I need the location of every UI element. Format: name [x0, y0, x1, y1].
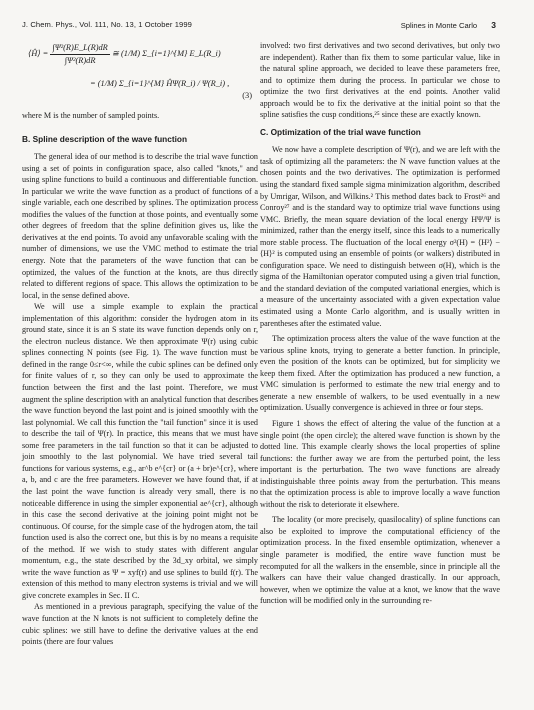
equation-denominator: ∫Ψ²(R)dR	[64, 55, 96, 65]
equation-number: (3)	[242, 91, 252, 100]
paragraph: We now have a complete description of Ψ(r), and we are left with the task of optimizing all the parameters: the N wave function values at the chosen points and the two derivatives. The optimization is performed using the standard fixed sample sigma minimization algorithm, described by Umrigar, Wilson, and Wilkins.² This method dates back to Frost²⁶ and Conroy²⁷ and is the standard way to optimize trial wave functions using VMC. Briefly, the mean square deviation of the local energy HΨ/Ψ is minimized, rather than the energy itself, since this leads to a numerically more stable process. The fluctuation of the local energy σ²(H) = ⟨H²⟩ − ⟨H⟩² is computed using an ensemble of points (or walkers) distributed in configuration space. We need to distinguish between σ(H), which is the sigma of the Hamiltonian operator computed using a given trial function, and the standard deviation of the computed variational energies, which is a measure of the uncertainty associated with a given expectation value estimated using a Monte Carlo algorithm, and is usually written in parentheses after the estimated value.	[260, 145, 500, 328]
paragraph: involved: two first derivatives and two second derivatives, but only two are independent). Rather than fix them to some particular value, like in the natural spline approach, we decided to leave these parameters free, and to optimize them during the process. In particular we chose to optimize the two first derivatives at the end points. Another valid approach would be to fix the derivative at the initial point so that the spline satisfies the cusp conditions,²⁵ since these are exactly known.	[260, 41, 500, 120]
paragraph: The general idea of our method is to describe the trial wave function using a set of points in configuration space, also called "knots," and using spline functions to build a continuous and differentiable function. In particular we write the wave function as a product of functions of a single variable, each one described by splines. The optimization process modifies the values of the function at those points, and eventually some other degrees of freedom that the spline definition gives us, like the derivatives at the end points. To avoid any unfavorable scaling with the number of dimensions, we use the VMC method to estimate the trial energy. Note that the parameters of the wave function that can be optimized, the values of the function at the knots, are thus directly related to different regions of space. This allows the optimization to be local, in the sense defined above.	[22, 152, 258, 300]
page-number: 3	[491, 20, 496, 30]
paragraph: The locality (or more precisely, quasilocality) of spline functions can also be exploited to improve the computational efficiency of the optimization process. In the fixed ensemble optimization, whenever a single parameter is modified, the entire wave function must be recomputed for all the walkers in the ensemble, since in principle all the walkers can have their value changed drastically. In our approach, however, when we optimize the value at a knot, we know that the wave function will be modified only in the surrounding re-	[260, 515, 500, 606]
right-column	[260, 40, 500, 607]
left-column	[22, 40, 258, 648]
running-header	[401, 20, 496, 30]
paragraph: As mentioned in a previous paragraph, specifying the value of the wave function at the N knots is not sufficient to completely define the cubic splines: we still have to define the derivative values at the end points (there are four values	[22, 602, 258, 647]
equation-approx: ≅ (1/M) Σ_{i=1}^{M} E_L(R_i)	[111, 48, 221, 58]
paragraph: Figure 1 shows the effect of altering the value of the function at a single point (the open circle); the altered wave function is shown by the dotted line. This example clearly shows the local properties of spline functions: the further away we are from the perturbed point, the less important is the perturbation. The two wave functions are already indistinguishable three points away from the perturbation. This means that the optimization process is able to improve locally a wave function without the risk to deteriorate it elsewhere.	[260, 418, 500, 509]
paragraph: We will use a simple example to explain the practical implementation of this algorithm: consider the hydrogen atom in its ground state, since it is an S state its wave function depends only on r, the electron nucleus distance. We then approximate Ψ(r) using cubic splines connecting N points (see Fig. 1). The wave function must be defined in the range 0≤r<∞, while the cubic splines can be defined only for finite values of r, so they can only be used to approximate the function between the first and the last point. Therefore, we must augment the spline description with an analytical function that describes the wave function beyond the last point and is joined smoothly with the last polynomial. We call this function the "tail function" since it is used to describe the tail of Ψ(r). In practice, this means that we must have some free parameters in the tail function so that it can be adjusted to join smoothly to the last polynomial. We have tried several tail functions for various systems, e.g., ar^b e^{cr} or (a + br)e^{cr}, where a, b, and c are the free parameters. However we have found that, if at the last point the wave function is already very small, there is no noticeable difference in using the simpler exponential ae^{cr}, although in this case the second derivative at the joining point might not be continuous. Of course, for the simple case of the hydrogen atom, the tail function used is also the correct one, but this is by no means a requisite of the method. If we wish to study states with different angular momentum, e.g., the state described by the 3d_xy orbital, we simply write the wave function as Ψ = xyf(r) and use splines to build f(r). The extension of this method to many electron systems is trivial and we will give concrete examples in Sec. II C.	[22, 302, 258, 600]
equation-line-1	[28, 42, 221, 66]
paragraph: The optimization process alters the value of the wave function at the various spline knots, trying to generate a better function. In principle, even the position of the knots can be optimized, but for simplicity we keep them fixed. After the optimization has produced a new function, a VMC simulation is performed to estimate the new trial energy and to generate a new ensemble of walkers, to be used eventually in a new optimization. Usually convergence is achieved in three or four steps.	[260, 334, 500, 413]
running-title: Splines in Monte Carlo	[400, 21, 478, 30]
equation-note: where M is the number of sampled points.	[22, 111, 160, 120]
section-heading-b: B. Spline description of the wave function	[22, 133, 188, 144]
equation-fraction	[50, 42, 109, 66]
equation-lhs: ⟨Ĥ⟩ =	[28, 48, 49, 58]
equation-line-2: = (1/M) Σ_{i=1}^{M} ĤΨ(R_i) / Ψ(R_i) ,	[90, 79, 230, 88]
equation-3	[22, 40, 258, 110]
journal-citation: J. Chem. Phys., Vol. 111, No. 13, 1 October 1999	[22, 20, 192, 29]
equation-numerator: ∫Ψ²(R)E_L(R)dR	[50, 42, 109, 55]
section-heading-c: C. Optimization of the trial wave function	[260, 126, 421, 137]
